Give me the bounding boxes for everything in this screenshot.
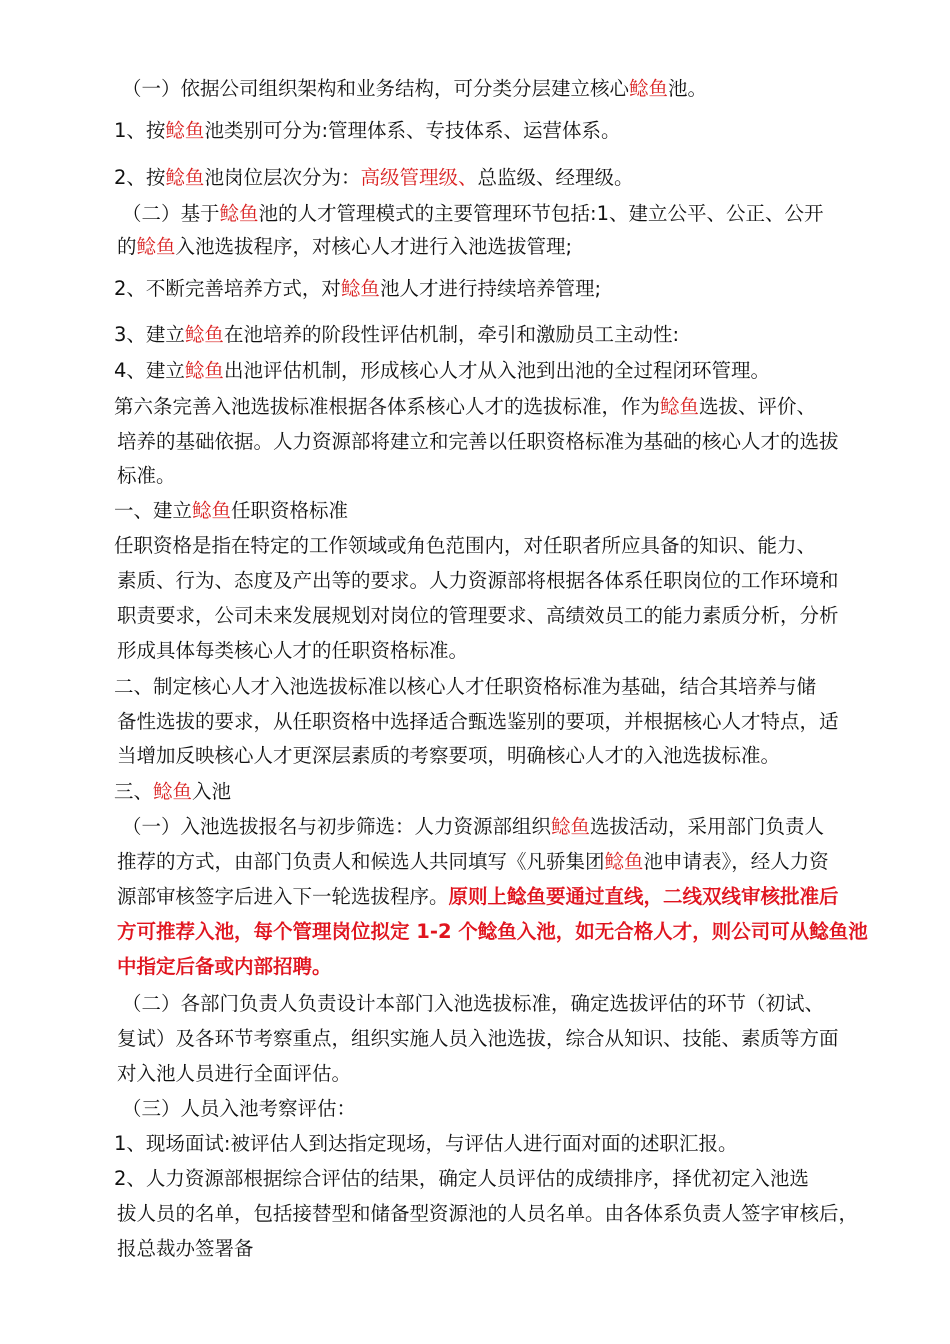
paragraph-line: 的鲶鱼入池选拔程序，对核心人才进行入池选拔管理; (117, 235, 573, 258)
paragraph-line: 报总裁办签署备 (117, 1237, 254, 1260)
paragraph-line: 第六条完善入池选拔标准根据各体系核心人才的选拔标准，作为鲶鱼选拔、评价、 (114, 395, 817, 418)
paragraph-line: （一）依据公司组织架构和业务结构，可分类分层建立核心鲶鱼池。 (122, 77, 708, 100)
paragraph-line: 备性选拔的要求，从任职资格中选择适合甄选鉴别的要项，并根据核心人才特点，适 (117, 710, 839, 733)
paragraph-line: 拔人员的名单，包括接替型和储备型资源池的人员名单。由各体系负责人签字审核后， (117, 1202, 859, 1225)
paragraph-line: 2、按鲶鱼池岗位层次分为：高级管理级、总监级、经理级。 (114, 166, 634, 189)
paragraph-line: 4、建立鲶鱼出池评估机制，形成核心人才从入池到出池的全过程闭环管理。 (114, 359, 770, 382)
highlighted-line: 中指定后备或内部招聘。 (117, 955, 332, 978)
paragraph-line: 复试）及各环节考察重点，组织实施人员入池选拔，综合从知识、技能、素质等方面 (117, 1027, 839, 1050)
section-heading: 一、建立鲶鱼任职资格标准 (114, 499, 349, 522)
paragraph-line: 1、现场面试:被评估人到达指定现场，与评估人进行面对面的述职汇报。 (114, 1132, 738, 1155)
paragraph-line: 3、建立鲶鱼在池培养的阶段性评估机制，牵引和激励员工主动性: (114, 323, 680, 346)
highlighted-line: 方可推荐入池，每个管理岗位拟定 1-2 个鲶鱼入池，如无合格人才，则公司可从鲶鱼池 (117, 920, 868, 943)
paragraph-line: 二、制定核心人才入池选拔标准以核心人才任职资格标准为基础，结合其培养与储 (114, 675, 817, 698)
paragraph-line: 当增加反映核心人才更深层素质的考察要项，明确核心人才的入池选拔标准。 (117, 744, 781, 767)
paragraph-line: 源部审核签字后进入下一轮选拔程序。原则上鲶鱼要通过直线，二线双线审核批准后 (117, 885, 839, 908)
paragraph-line: 职责要求，公司未来发展规划对岗位的管理要求、高绩效员工的能力素质分析，分析 (117, 604, 839, 627)
paragraph-line: （一）入池选拔报名与初步筛选：人力资源部组织鲶鱼选拔活动，采用部门负责人 (122, 815, 825, 838)
paragraph-line: 对入池人员进行全面评估。 (117, 1062, 352, 1085)
paragraph-line: 推荐的方式，由部门负责人和候选人共同填写《凡骄集团鲶鱼池申请表》，经人力资 (117, 850, 829, 873)
paragraph-line: 素质、行为、态度及产出等的要求。人力资源部将根据各体系任职岗位的工作环境和 (117, 569, 839, 592)
paragraph-line: 2、不断完善培养方式，对鲶鱼池人才进行持续培养管理; (114, 277, 602, 300)
paragraph-line: 形成具体每类核心人才的任职资格标准。 (117, 639, 469, 662)
paragraph-line: 培养的基础依据。人力资源部将建立和完善以任职资格标准为基础的核心人才的选拔 (117, 430, 839, 453)
paragraph-line: 1、按鲶鱼池类别可分为:管理体系、专技体系、运营体系。 (114, 119, 621, 142)
section-heading: 三、鲶鱼入池 (114, 780, 232, 803)
paragraph-line: 任职资格是指在特定的工作领域或角色范围内，对任职者所应具备的知识、能力、 (114, 534, 817, 557)
paragraph-line: （二）基于鲶鱼池的人才管理模式的主要管理环节包括:1、建立公平、公正、公开 (122, 202, 824, 225)
paragraph-line: 标准。 (117, 464, 176, 487)
paragraph-line: （三）人员入池考察评估： (122, 1097, 357, 1120)
paragraph-line: （二）各部门负责人负责设计本部门入池选拔标准，确定选拔评估的环节（初试、 (122, 992, 825, 1015)
paragraph-line: 2、人力资源部根据综合评估的结果，确定人员评估的成绩排序，择优初定入池选 (114, 1167, 809, 1190)
